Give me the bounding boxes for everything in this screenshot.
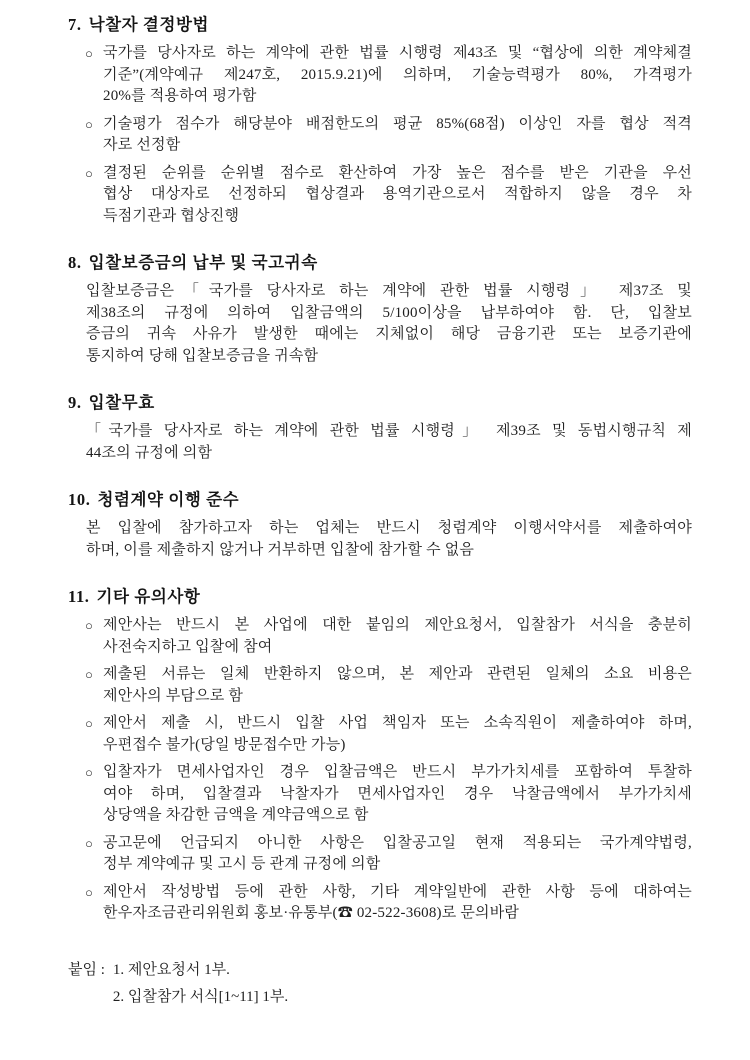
section-title: 낙찰자 결정방법 xyxy=(88,15,210,34)
text-line: 44조의 규정에 의함 xyxy=(86,444,213,461)
paragraph-lines xyxy=(103,762,692,827)
bullet-item xyxy=(68,615,692,658)
text-line: 우편접수 불가(당일 방문접수만 가능) xyxy=(103,736,346,753)
document-section xyxy=(68,488,692,561)
text-line: 득점기관과 협상진행 xyxy=(103,207,240,224)
attachment-items xyxy=(113,957,692,1011)
text-line: 입찰보증금은「국가를 당사자로 하는 계약에 관한 법률 시행령」 제37조 및 xyxy=(86,283,692,299)
section-number: 9. xyxy=(68,393,82,412)
text-line: 본 입찰에 참가하고자 하는 업체는 반드시 청렴계약 이행서약서를 제출하여야 xyxy=(86,520,692,536)
bullet-circle-icon: ○ xyxy=(85,765,93,780)
section-title: 기타 유의사항 xyxy=(96,587,201,606)
section-number: 8. xyxy=(68,253,82,272)
text-line: 자로 선정함 xyxy=(103,137,181,153)
section-title: 청렴계약 이행 준수 xyxy=(97,490,240,509)
body-paragraph xyxy=(68,518,692,561)
document-section xyxy=(68,585,692,925)
bullet-item xyxy=(68,163,692,228)
text-line: 제출된 서류는 일체 반환하지 않으며, 본 제안과 관련된 일체의 소요 비용은 xyxy=(103,666,692,682)
bullet-item xyxy=(68,114,692,157)
bullet-circle-icon: ○ xyxy=(85,835,93,851)
body-paragraph xyxy=(68,281,692,367)
text-line: 기준”(계약예규 제247호, 2015.9.21)에 의하며, 기술능력평가 80%, 가격평가 xyxy=(103,66,692,83)
body-paragraph xyxy=(68,421,692,464)
paragraph-lines xyxy=(103,114,692,157)
bullet-circle-icon: ○ xyxy=(85,46,93,61)
section-heading xyxy=(68,585,692,609)
paragraph-lines xyxy=(103,664,692,707)
text-line: 하며, 이를 제출하지 않거나 거부하면 입찰에 참가할 수 없음 xyxy=(86,541,475,558)
text-line: 「국가를 당사자로 하는 계약에 관한 법률 시행령」 제39조 및 동법시행규칙 제 xyxy=(86,423,692,439)
text-line: 국가를 당사자로 하는 계약에 관한 법률 시행령 제43조 및 “협상에 의한 계약체결 xyxy=(103,45,692,61)
section-heading xyxy=(68,391,692,415)
section-number: 7. xyxy=(68,15,82,34)
bullet-item xyxy=(68,664,692,707)
paragraph-lines xyxy=(103,833,692,876)
paragraph-lines xyxy=(86,281,692,367)
paragraph-lines xyxy=(103,882,692,925)
section-number: 10. xyxy=(68,490,91,509)
text-line: 제38조의 규정에 의하여 입찰금액의 5/100이상을 납부하여야 함. 단, 입찰보 xyxy=(86,304,692,321)
bullet-circle-icon: ○ xyxy=(85,165,93,181)
text-line: 기술평가 점수가 해당분야 배점한도의 평균 85%(68점) 이상인 자를 협상 적격 xyxy=(103,115,692,132)
bullet-circle-icon: ○ xyxy=(85,667,93,682)
paragraph-lines xyxy=(103,615,692,658)
paragraph-lines xyxy=(103,713,692,756)
text-line: 공고문에 언급되지 아니한 사항은 입찰공고일 현재 적용되는 국가계약법령, xyxy=(103,834,692,851)
text-line: 20%를 적용하여 평가함 xyxy=(103,88,257,104)
text-line: 결정된 순위를 순위별 점수로 환산하여 가장 높은 점수를 받은 기관을 우선 xyxy=(103,164,692,181)
paragraph-lines xyxy=(103,163,692,228)
bullet-circle-icon: ○ xyxy=(85,716,93,731)
bullet-item xyxy=(68,833,692,876)
section-title: 입찰무효 xyxy=(88,393,155,412)
section-heading xyxy=(68,251,692,275)
text-line: 정부 계약예규 및 고시 등 관계 규정에 의함 xyxy=(103,856,381,872)
bullet-item xyxy=(68,882,692,925)
text-line: 제안서 작성방법 등에 관한 사항, 기타 계약일반에 관한 사항 등에 대하여는 xyxy=(103,883,692,900)
text-line: 증금의 귀속 사유가 발생한 때에는 지체없이 해당 금융기관 또는 보증기관에 xyxy=(86,326,692,342)
document-section xyxy=(68,251,692,367)
paragraph-lines xyxy=(86,421,692,464)
attachment-item: 1. 제안요청서 1부. xyxy=(112,961,230,978)
text-line: 사전숙지하고 입찰에 참여 xyxy=(103,638,273,655)
attachment-block xyxy=(68,957,692,1011)
bullet-circle-icon: ○ xyxy=(85,618,93,633)
section-list xyxy=(68,13,692,925)
section-number: 11. xyxy=(68,587,90,606)
text-line: 상당액을 차감한 금액을 계약금액으로 함 xyxy=(103,807,369,823)
text-line: 통지하여 당해 입찰보증금을 귀속함 xyxy=(86,347,319,364)
section-heading xyxy=(68,488,692,512)
text-line: 제안서 제출 시, 반드시 입찰 사업 책임자 또는 소속직원이 제출하여야 하며, xyxy=(103,715,692,731)
section-heading xyxy=(68,13,692,37)
attachment-label: 붙임 : xyxy=(68,961,105,978)
text-line: 입찰자가 면세사업자인 경우 입찰금액은 반드시 부가가치세를 포함하여 투찰하 xyxy=(103,764,692,780)
text-line: 협상 대상자로 선정하되 협상결과 용역기관으로서 적합하지 않을 경우 차 xyxy=(103,186,692,202)
bullet-circle-icon: ○ xyxy=(85,884,93,900)
bullet-item xyxy=(68,762,692,827)
text-line: 제안사의 부담으로 함 xyxy=(103,687,244,704)
text-line: 한우자조금관리위원회 홍보·유통부(☎ 02-522-3608)로 문의바람 xyxy=(103,905,520,921)
paragraph-lines xyxy=(86,518,692,561)
bullet-circle-icon: ○ xyxy=(85,116,93,132)
attachment-item: 2. 입찰참가 서식[1~11] 1부. xyxy=(112,988,289,1005)
document-section xyxy=(68,13,692,227)
document-section xyxy=(68,391,692,464)
bullet-item xyxy=(68,43,692,108)
text-line: 제안사는 반드시 본 사업에 대한 붙임의 제안요청서, 입찰참가 서식을 충분히 xyxy=(103,617,692,633)
text-line: 여야 하며, 입찰결과 낙찰자가 면세사업자인 경우 낙찰금액에서 부가가치세 xyxy=(103,785,692,802)
section-title: 입찰보증금의 납부 및 국고귀속 xyxy=(88,253,318,272)
paragraph-lines xyxy=(103,43,692,108)
bullet-item xyxy=(68,713,692,756)
